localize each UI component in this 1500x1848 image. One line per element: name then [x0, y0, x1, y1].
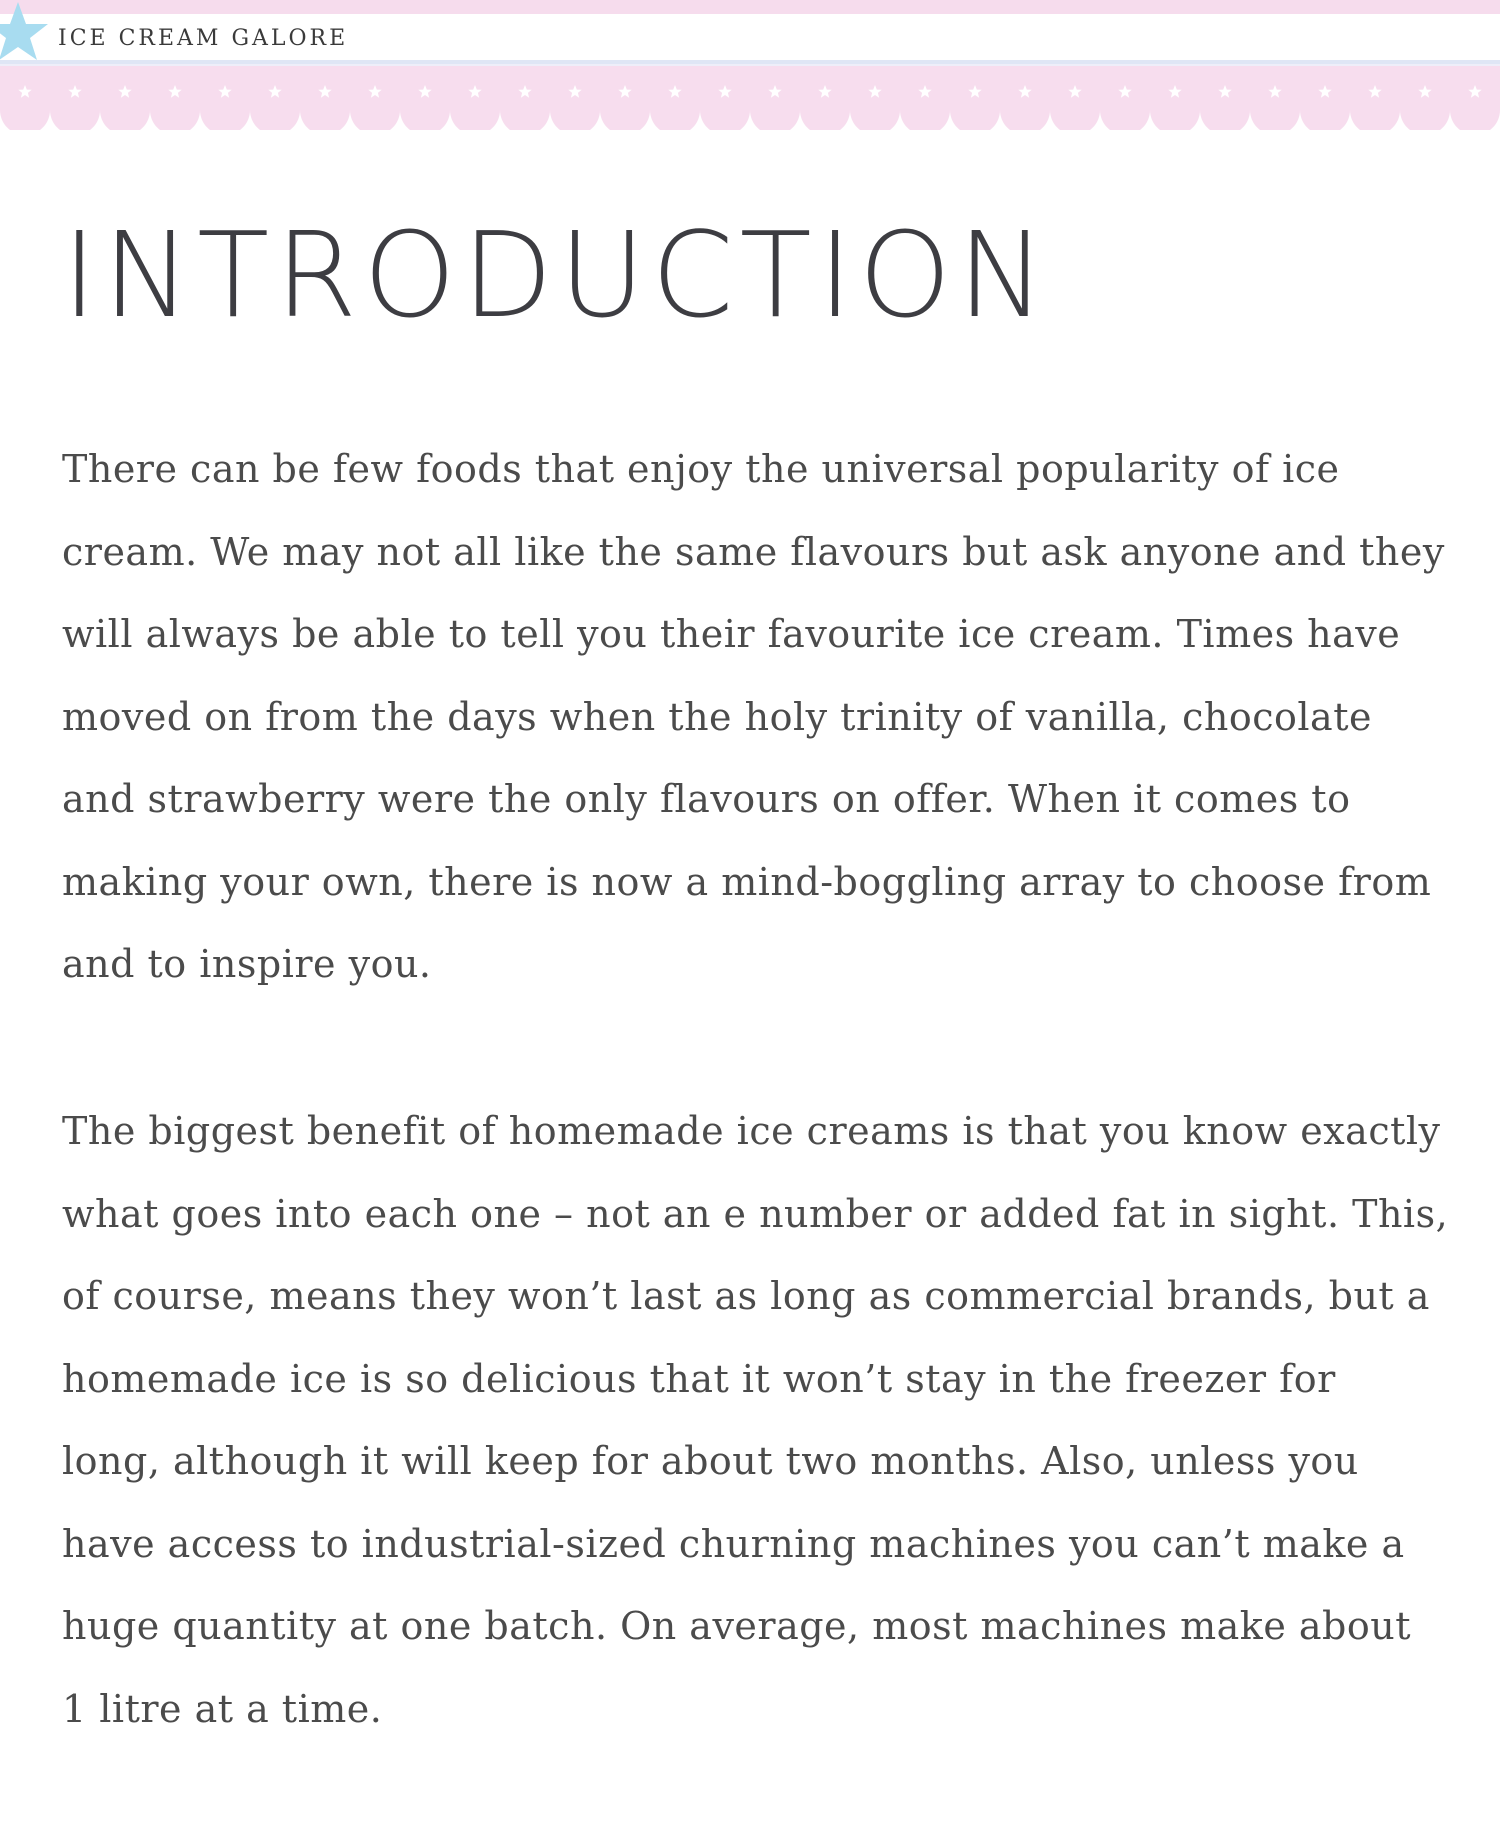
text-line: and to inspire you.	[62, 942, 432, 986]
text-line: cream. We may not all like the same flavours but ask anyone and they	[62, 529, 1445, 574]
running-head: ICE CREAM GALORE	[58, 25, 349, 51]
text-line: of course, means they won’t last as long as commercial brands, but a	[62, 1274, 1430, 1318]
page-title: INTRODUCTION	[62, 206, 1052, 344]
text-line: will always be able to tell you their favourite ice cream. Times have	[62, 612, 1401, 656]
text-line: and strawberry were the only flavours on offer. When it comes to	[62, 777, 1351, 821]
text-line: 1 litre at a time.	[62, 1686, 383, 1731]
text-line: The biggest benefit of homemade ice creams is that you know exactly	[62, 1109, 1441, 1153]
text-line: long, although it will keep for about two months. Also, unless you	[62, 1439, 1359, 1483]
text-line: huge quantity at one batch. On average, most machines make about	[62, 1604, 1411, 1648]
text-line: have access to industrial-sized churning machines you can’t make a	[62, 1521, 1405, 1566]
scalloped-border	[0, 66, 1500, 130]
text-line: making your own, there is now a mind-boggling array to choose from	[62, 859, 1432, 904]
text-line: what goes into each one – not an e number or added fat in sight. This,	[62, 1191, 1449, 1236]
star-icon	[0, 0, 50, 64]
text-line: There can be few foods that enjoy the universal popularity of ice	[62, 447, 1340, 491]
paragraph-2	[62, 1090, 1449, 1750]
text-line: homemade ice is so delicious that it won’t stay in the freezer for	[62, 1356, 1336, 1401]
paragraph-1	[62, 428, 1445, 1006]
text-line: moved on from the days when the holy trinity of vanilla, chocolate	[62, 694, 1372, 739]
